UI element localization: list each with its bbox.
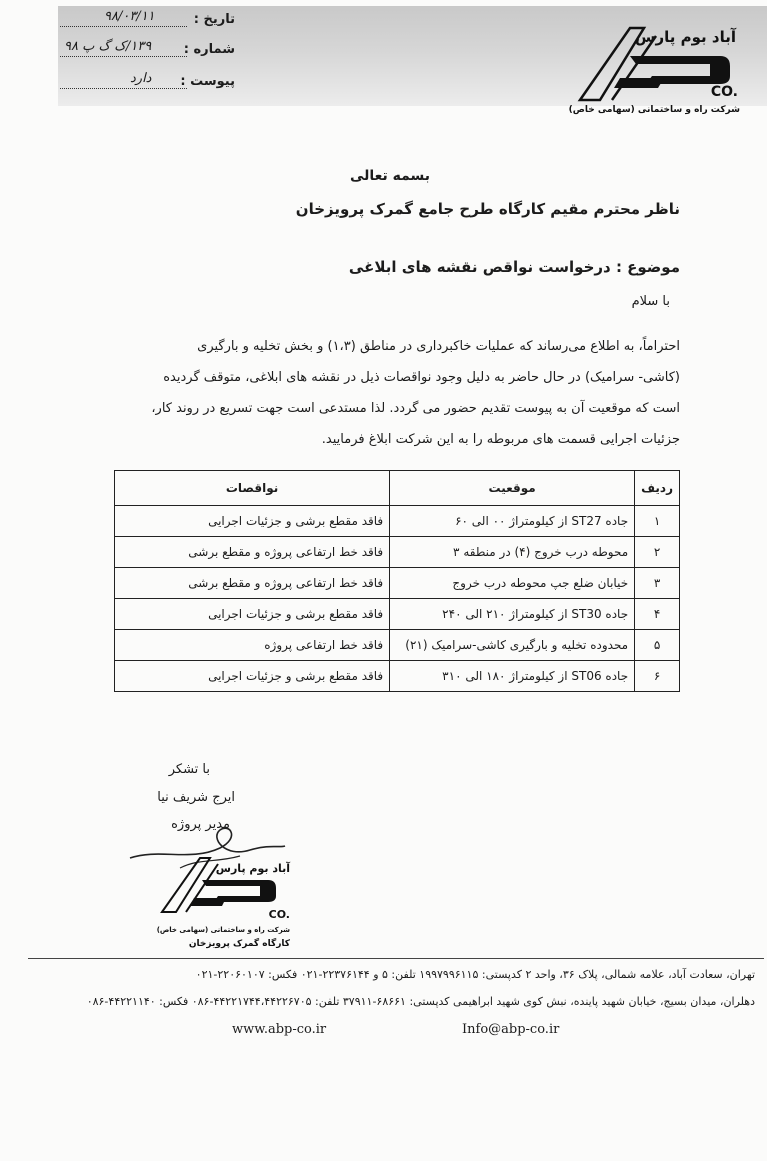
header-row-no: ردیف bbox=[635, 471, 680, 506]
stamp-subtitle: شرکت راه و ساختمانی (سهامی خاص) bbox=[156, 926, 290, 934]
recipient: ناظر محترم مقیم کارگاه طرح جامع گمرک پرویزخان bbox=[295, 200, 680, 218]
row-issue: فاقد خط ارتفاعی پروژه و مقطع برشی bbox=[115, 537, 390, 568]
number-row bbox=[60, 39, 235, 66]
row-issue: فاقد مقطع برشی و جزئیات اجرایی bbox=[115, 661, 390, 692]
company-logo-icon bbox=[560, 18, 750, 116]
footer-dehloran-address: دهلران، میدان بسیج، خیابان شهید پاینده، نبش کوی شهید ابراهیمی کدپستی: ۶۸۶۶۱-۳۷۹۱۱ تلفن: ۴۴۲۲۱۷۴۴،۴۴۲۲۶۷۰۵-۰۸۶ فکس: ۴۴۲۲۱۱۴۰-۰۸۶ bbox=[86, 995, 755, 1008]
attachment-row bbox=[60, 71, 235, 98]
subject: موضوع : درخواست نواقص نقشه های ابلاغی bbox=[348, 258, 680, 276]
signer-name: ایرج شریف نیا bbox=[157, 790, 235, 805]
stamp-co: CO. bbox=[268, 908, 290, 921]
body-line: است که موقعیت آن به پیوست تقدیم حضور می گردد. لذا مستدعی است جهت تسریع در روند کار، bbox=[151, 401, 680, 416]
footer-website[interactable]: www.abp-co.ir bbox=[232, 1022, 327, 1037]
row-location: جاده ST30 از کیلومتراژ ۲۱۰ الی ۲۴۰ bbox=[390, 599, 635, 630]
greeting: با سلام bbox=[631, 294, 670, 309]
closing: با تشکر bbox=[168, 762, 210, 777]
table-row bbox=[115, 630, 680, 661]
row-location: خیابان ضلع جپ محوطه درب خروج bbox=[390, 568, 635, 599]
date-row bbox=[60, 9, 235, 36]
header-issues: نواقصات bbox=[115, 471, 390, 506]
row-number: ۶ bbox=[635, 661, 680, 692]
row-number: ۲ bbox=[635, 537, 680, 568]
company-logo bbox=[560, 18, 750, 116]
row-issue: فاقد مقطع برشی و جزئیات اجرایی bbox=[115, 599, 390, 630]
deficiency-table bbox=[114, 470, 680, 692]
row-number: ۳ bbox=[635, 568, 680, 599]
table-row bbox=[115, 506, 680, 537]
footer-tehran-address: تهران، سعادت آباد، علامه شمالی، پلاک ۳۶، واحد ۲ کدپستی: ۱۹۹۷۹۹۶۱۱۵ تلفن: ۵ و ۲۲۳۷۶۱۴۴-۰۲۱ فکس: ۲۲۰۶۰۱۰۷-۰۲۱ bbox=[195, 968, 755, 981]
row-issue: فاقد خط ارتفاعی پروژه و مقطع برشی bbox=[115, 568, 390, 599]
header-location: موقعیت bbox=[390, 471, 635, 506]
logo-co: CO. bbox=[710, 84, 738, 100]
row-number: ۱ bbox=[635, 506, 680, 537]
stamp-company-name: آباد بوم پارس bbox=[215, 862, 290, 875]
body-line: احتراماً، به اطلاع می‌رساند که عملیات خاکبرداری در مناطق (۱،۳) و بخش تخلیه و بارگیری bbox=[197, 339, 680, 354]
signer-title: مدیر پروژه bbox=[171, 817, 230, 832]
row-number: ۴ bbox=[635, 599, 680, 630]
date-label: تاریخ : bbox=[193, 12, 235, 27]
number-value: ۱۳۹/ک گ پ ۹۸ bbox=[64, 39, 152, 54]
footer-email[interactable]: Info@abp-co.ir bbox=[462, 1022, 560, 1037]
row-location: محوطه درب خروج (۴) در منطقه ۳ bbox=[390, 537, 635, 568]
row-location: محدوده تخلیه و بارگیری کاشی-سرامیک (۲۱) bbox=[390, 630, 635, 661]
table-row bbox=[115, 661, 680, 692]
logo-subtitle: شرکت راه و ساختمانی (سهامی خاص) bbox=[568, 105, 740, 115]
company-stamp-icon bbox=[150, 850, 300, 950]
body-line: جزئیات اجرایی قسمت های مربوطه را به این شرکت ابلاغ فرمایید. bbox=[321, 432, 680, 447]
basmala: بسمه تعالی bbox=[349, 168, 431, 184]
row-issue: فاقد مقطع برشی و جزئیات اجرایی bbox=[115, 506, 390, 537]
table-row bbox=[115, 537, 680, 568]
footer-divider bbox=[28, 958, 764, 959]
logo-company-name: آباد بوم پارس bbox=[634, 28, 736, 46]
table-row bbox=[115, 568, 680, 599]
row-number: ۵ bbox=[635, 630, 680, 661]
row-location: جاده ST27 از کیلومتراژ ۰۰ الی ۶۰ bbox=[390, 506, 635, 537]
row-location: جاده ST06 از کیلومتراژ ۱۸۰ الی ۳۱۰ bbox=[390, 661, 635, 692]
body-line: (کاشی- سرامیک) در حال حاضر به دلیل وجود نواقصات ذیل در نقشه های ابلاغی، متوقف گردیده bbox=[163, 370, 680, 385]
company-stamp bbox=[150, 850, 300, 950]
number-label: شماره : bbox=[183, 42, 235, 57]
attachment-value: دارد bbox=[130, 71, 152, 86]
stamp-site: کارگاه گمرک پرویزخان bbox=[188, 939, 290, 949]
table-row bbox=[115, 599, 680, 630]
table-header-row bbox=[115, 471, 680, 506]
date-value: ۹۸/۰۳/۱۱ bbox=[104, 9, 155, 24]
attachment-label: پیوست : bbox=[180, 74, 235, 89]
row-issue: فاقد خط ارتفاعی پروژه bbox=[115, 630, 390, 661]
